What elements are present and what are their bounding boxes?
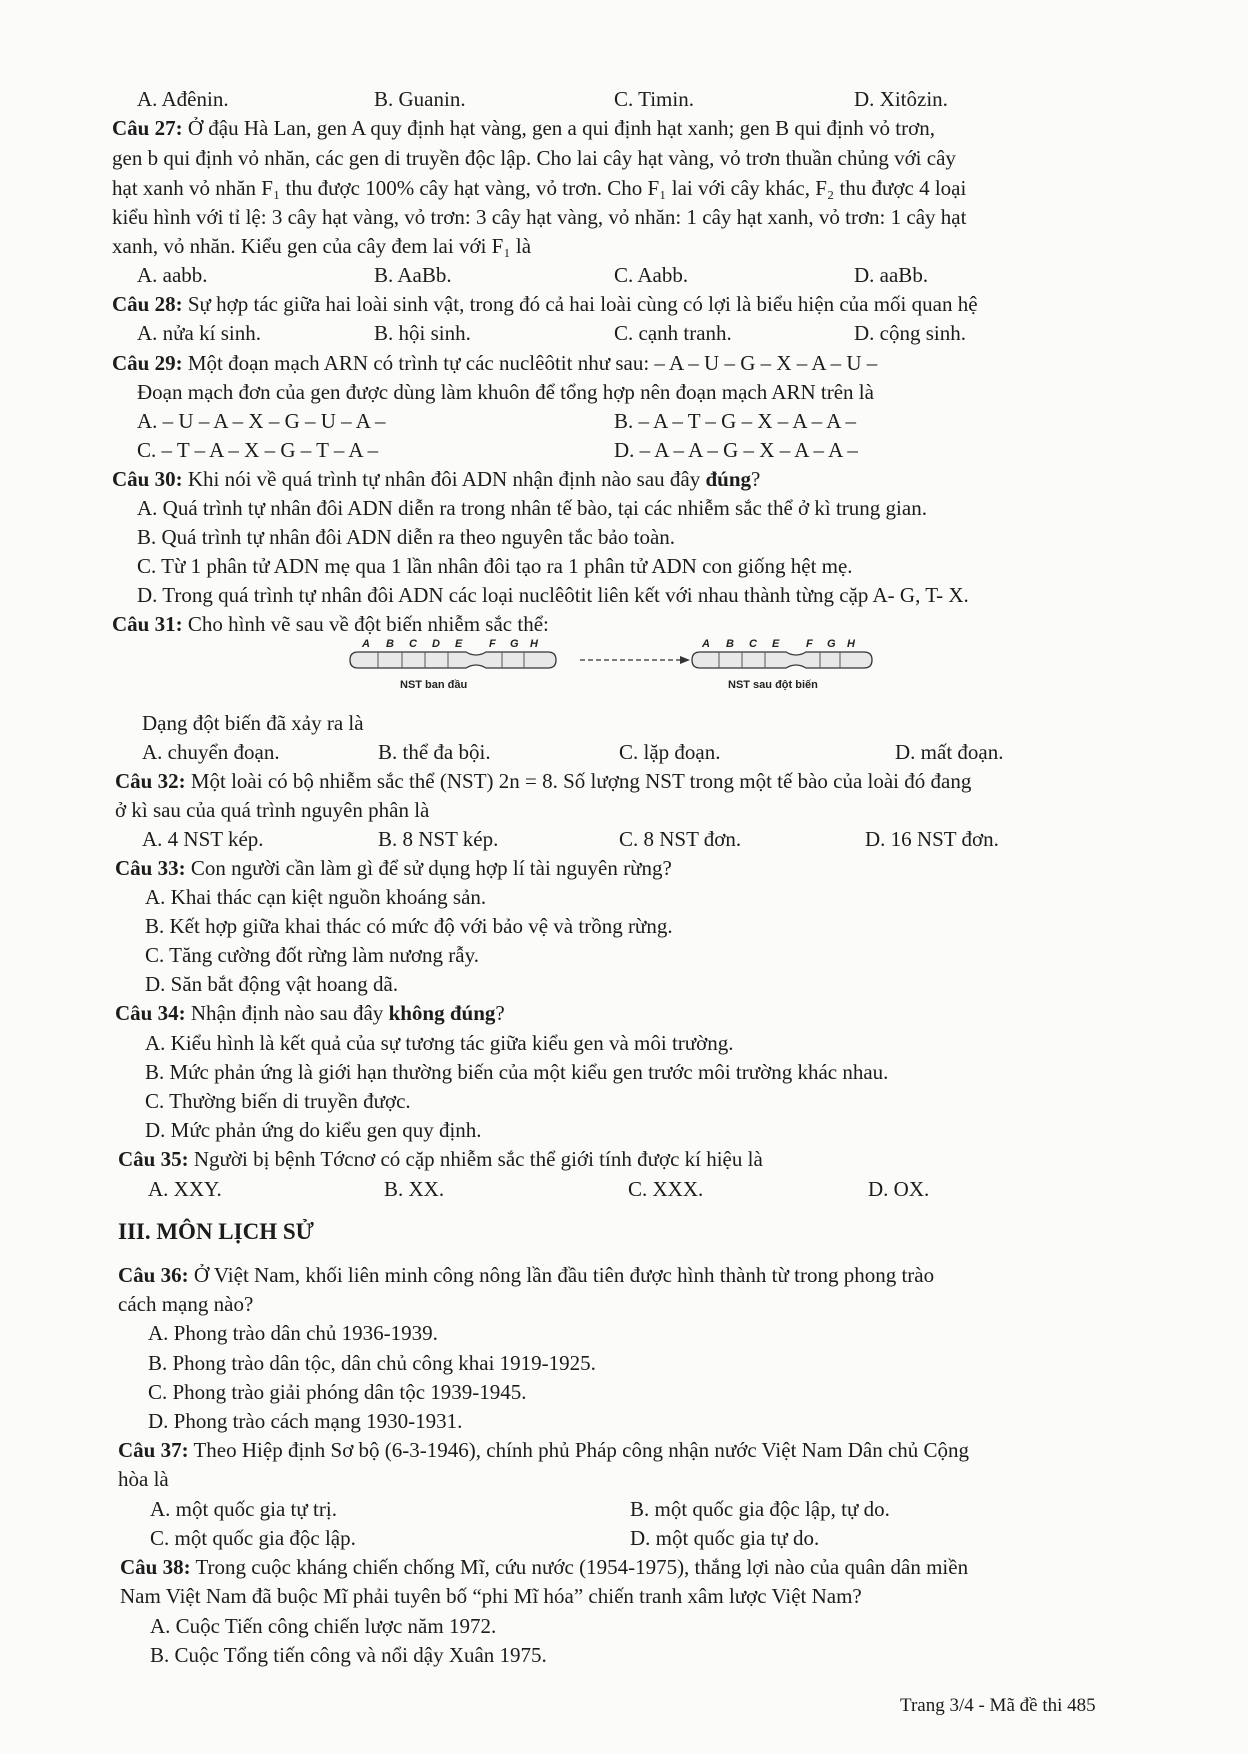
q33-option-a: A. Khai thác cạn kiệt nguồn khoáng sản.: [145, 885, 487, 909]
q30-text-post: ?: [751, 467, 761, 491]
q37-option-d: D. một quốc gia tự do.: [630, 1526, 820, 1550]
q27-line-1: [112, 115, 935, 141]
before-label: NST ban đầu: [400, 679, 468, 691]
q36-option-d: D. Phong trào cách mạng 1930-1931.: [148, 1409, 463, 1433]
q36-text: Ở Việt Nam, khối liên minh công nông lần đầu tiên được hình thành từ trong phong trào: [193, 1263, 935, 1287]
q37-option-a: A. một quốc gia tự trị.: [150, 1497, 337, 1521]
q34-option-b: B. Mức phản ứng là giới hạn thường biến của một kiểu gen trước môi trường khác nhau.: [145, 1060, 889, 1084]
q36-option-c: C. Phong trào giải phóng dân tộc 1939-1945.: [148, 1380, 527, 1404]
q35-option-a: A. XXY.: [148, 1177, 222, 1201]
after-gene-3: E: [772, 638, 780, 650]
q34-label: Câu 34:: [115, 1001, 186, 1025]
q27-line-3: hạt xanh vỏ nhăn F₁ thu được 100% cây hạt vàng, vỏ trơn. Cho F₁ lai với cây khác, F₂ thu được 4 loại: [112, 176, 967, 200]
q27-line-5: xanh, vỏ nhăn. Kiểu gen của cây đem lai với F₁ là: [112, 234, 532, 258]
q38-text: Trong cuộc kháng chiến chống Mĩ, cứu nước (1954-1975), thắng lợi nào của quân dân miền: [195, 1555, 969, 1579]
q29-label: Câu 29:: [112, 351, 183, 375]
section-heading-history: III. MÔN LỊCH SỬ: [118, 1219, 314, 1244]
q34-line-1: [115, 1000, 505, 1026]
before-gene-1: B: [386, 638, 394, 650]
q31-line-2: Dạng đột biến đã xảy ra là: [142, 711, 364, 735]
q37-line-2: hòa là: [118, 1467, 169, 1491]
q32-option-b: B. 8 NST kép.: [378, 827, 499, 851]
q28-option-a: A. nửa kí sinh.: [137, 321, 261, 345]
q33-text: Con người cần làm gì để sử dụng hợp lí tài nguyên rừng?: [190, 856, 672, 880]
q29-text: Một đoạn mạch ARN có trình tự các nuclêôtit như sau: – A – U – G – X – A – U –: [187, 351, 878, 375]
before-gene-3: D: [432, 638, 440, 650]
q37-option-c: C. một quốc gia độc lập.: [150, 1526, 356, 1550]
q28-option-c: C. cạnh tranh.: [614, 321, 732, 345]
chromosome-mutation-diagram: [340, 636, 940, 698]
q31-text: Cho hình vẽ sau về đột biến nhiễm sắc thể:: [187, 612, 549, 636]
q31-option-a: A. chuyển đoạn.: [142, 740, 280, 764]
q35-line-1: [118, 1146, 763, 1172]
q29-line-1: [112, 350, 877, 376]
after-gene-1: B: [726, 638, 734, 650]
q34-option-d: D. Mức phản ứng do kiểu gen quy định.: [145, 1118, 482, 1142]
q30-label: Câu 30:: [112, 467, 183, 491]
q33-label: Câu 33:: [115, 856, 186, 880]
q26-option-a: A. Ađênin.: [137, 87, 229, 111]
q33-option-d: D. Săn bắt động vật hoang dã.: [145, 972, 399, 996]
q36-option-a: A. Phong trào dân chủ 1936-1939.: [148, 1321, 438, 1345]
q37-label: Câu 37:: [118, 1438, 189, 1462]
q35-option-c: C. XXX.: [628, 1177, 704, 1201]
q32-line-2: ở kì sau của quá trình nguyên phân là: [115, 798, 430, 822]
q38-option-a: A. Cuộc Tiến công chiến lược năm 1972.: [150, 1614, 497, 1638]
chromosome-before: [350, 638, 556, 691]
q27-text-1: Ở đậu Hà Lan, gen A quy định hạt vàng, gen a qui định hạt xanh; gen B qui định vỏ trơn,: [187, 116, 935, 140]
q38-option-b: B. Cuộc Tổng tiến công và nổi dậy Xuân 1975.: [150, 1643, 547, 1667]
q28-option-b: B. hội sinh.: [374, 321, 471, 345]
q29-line-2: Đoạn mạch đơn của gen được dùng làm khuôn để tổng hợp nên đoạn mạch ARN trên là: [137, 380, 874, 404]
q31-option-b: B. thể đa bội.: [378, 740, 491, 764]
q29-option-a: A. – U – A – X – G – U – A –: [137, 409, 386, 433]
before-gene-6: G: [510, 638, 519, 650]
before-gene-labels: [361, 638, 539, 650]
after-gene-6: H: [847, 638, 855, 650]
q30-text-pre: Khi nói về quá trình tự nhân đôi ADN nhận định nào sau đây: [187, 467, 701, 491]
q28-text: Sự hợp tác giữa hai loài sinh vật, trong đó cả hai loài cùng có lợi là biểu hiện của mối quan hệ: [187, 292, 978, 316]
before-gene-2: C: [409, 638, 417, 650]
q27-option-c: C. Aabb.: [614, 263, 689, 287]
q30-text-bold: đúng: [705, 467, 752, 491]
q35-text: Người bị bệnh Tớcnơ có cặp nhiễm sắc thể giới tính được kí hiệu là: [193, 1147, 763, 1171]
q26-option-d: D. Xitôzin.: [854, 87, 948, 111]
q33-option-c: C. Tăng cường đốt rừng làm nương rẫy.: [145, 943, 479, 967]
after-gene-5: G: [827, 638, 836, 650]
q32-option-a: A. 4 NST kép.: [142, 827, 264, 851]
q26-option-c: C. Timin.: [614, 87, 694, 111]
q38-label: Câu 38:: [120, 1555, 191, 1579]
after-gene-2: C: [749, 638, 757, 650]
q27-option-b: B. AaBb.: [374, 263, 452, 287]
after-gene-4: F: [806, 638, 813, 650]
q32-option-c: C. 8 NST đơn.: [619, 827, 742, 851]
q29-option-d: D. – A – A – G – X – A – A –: [614, 438, 858, 462]
q32-option-d: D. 16 NST đơn.: [865, 827, 999, 851]
after-gene-0: A: [702, 638, 710, 650]
q28-label: Câu 28:: [112, 292, 183, 316]
q35-option-d: D. OX.: [868, 1177, 930, 1201]
after-label: NST sau đột biến: [728, 679, 818, 691]
q34-text-pre: Nhận định nào sau đây: [190, 1001, 384, 1025]
q33-option-b: B. Kết hợp giữa khai thác có mức độ với bảo vệ và trồng rừng.: [145, 914, 673, 938]
q34-option-a: A. Kiểu hình là kết quả của sự tương tác giữa kiểu gen và môi trường.: [145, 1031, 734, 1055]
q34-text-post: ?: [495, 1001, 505, 1025]
q34-option-c: C. Thường biến di truyền được.: [145, 1089, 411, 1113]
before-gene-7: H: [530, 638, 538, 650]
q33-line-1: [115, 855, 672, 881]
q30-line-1: [112, 466, 760, 492]
q32-line-1: [115, 768, 971, 794]
q31-line-1: [112, 611, 549, 637]
q27-line-2: gen b qui định vỏ nhăn, các gen di truyền độc lập. Cho lai cây hạt vàng, vỏ trơn thuần chủng với cây: [112, 146, 956, 170]
q31-label: Câu 31:: [112, 612, 183, 636]
q35-option-b: B. XX.: [384, 1177, 445, 1201]
q30-option-d: D. Trong quá trình tự nhân đôi ADN các loại nuclêôtit liên kết với nhau thành từng cặp A- G, T- X.: [137, 583, 969, 607]
q37-line-1: [118, 1437, 969, 1463]
q30-option-b: B. Quá trình tự nhân đôi ADN diễn ra theo nguyên tắc bảo toàn.: [137, 525, 676, 549]
q27-option-d: D. aaBb.: [854, 263, 929, 287]
q29-option-c: C. – T – A – X – G – T – A –: [137, 438, 379, 462]
q29-option-b: B. – A – T – G – X – A – A –: [614, 409, 856, 433]
q37-text: Theo Hiệp định Sơ bộ (6-3-1946), chính phủ Pháp công nhận nước Việt Nam Dân chủ Cộng: [193, 1438, 970, 1462]
q36-option-b: B. Phong trào dân tộc, dân chủ công khai 1919-1925.: [148, 1351, 596, 1375]
q28-option-d: D. cộng sinh.: [854, 321, 966, 345]
q34-text-bold: không đúng: [388, 1001, 496, 1025]
q27-option-a: A. aabb.: [137, 263, 208, 287]
chromosome-after: [692, 638, 872, 691]
q38-line-1: [120, 1554, 968, 1580]
page-footer: Trang 3/4 - Mã đề thi 485: [900, 1695, 1096, 1716]
q26-option-b: B. Guanin.: [374, 87, 466, 111]
after-gene-labels: [701, 638, 856, 650]
q36-line-2: cách mạng nào?: [118, 1292, 254, 1316]
q36-line-1: [118, 1262, 934, 1288]
q32-label: Câu 32:: [115, 769, 186, 793]
q36-label: Câu 36:: [118, 1263, 189, 1287]
q35-label: Câu 35:: [118, 1147, 189, 1171]
q27-label: Câu 27:: [112, 116, 183, 140]
q31-option-c: C. lặp đoạn.: [619, 740, 721, 764]
q37-option-b: B. một quốc gia độc lập, tự do.: [630, 1497, 890, 1521]
mutation-arrow: [580, 656, 690, 664]
q30-option-c: C. Từ 1 phân tử ADN mẹ qua 1 lần nhân đôi tạo ra 1 phân tử ADN con giống hệt mẹ.: [137, 554, 853, 578]
before-gene-4: E: [455, 638, 463, 650]
q38-line-2: Nam Việt Nam đã buộc Mĩ phải tuyên bố “phi Mĩ hóa” chiến tranh xâm lược Việt Nam?: [120, 1584, 862, 1608]
q28-line-1: [112, 291, 978, 317]
before-gene-5: F: [489, 638, 496, 650]
q31-option-d: D. mất đoạn.: [895, 740, 1004, 764]
before-gene-0: A: [362, 638, 370, 650]
q30-option-a: A. Quá trình tự nhân đôi ADN diễn ra trong nhân tế bào, tại các nhiễm sắc thể ở kì trung gian.: [137, 496, 927, 520]
q32-text: Một loài có bộ nhiễm sắc thể (NST) 2n = 8. Số lượng NST trong một tế bào của loài đó đang: [190, 769, 972, 793]
q27-line-4: kiểu hình với tỉ lệ: 3 cây hạt vàng, vỏ trơn: 3 cây hạt vàng, vỏ nhăn: 1 cây hạt xanh, vỏ trơn: 1 cây hạt: [112, 205, 967, 229]
